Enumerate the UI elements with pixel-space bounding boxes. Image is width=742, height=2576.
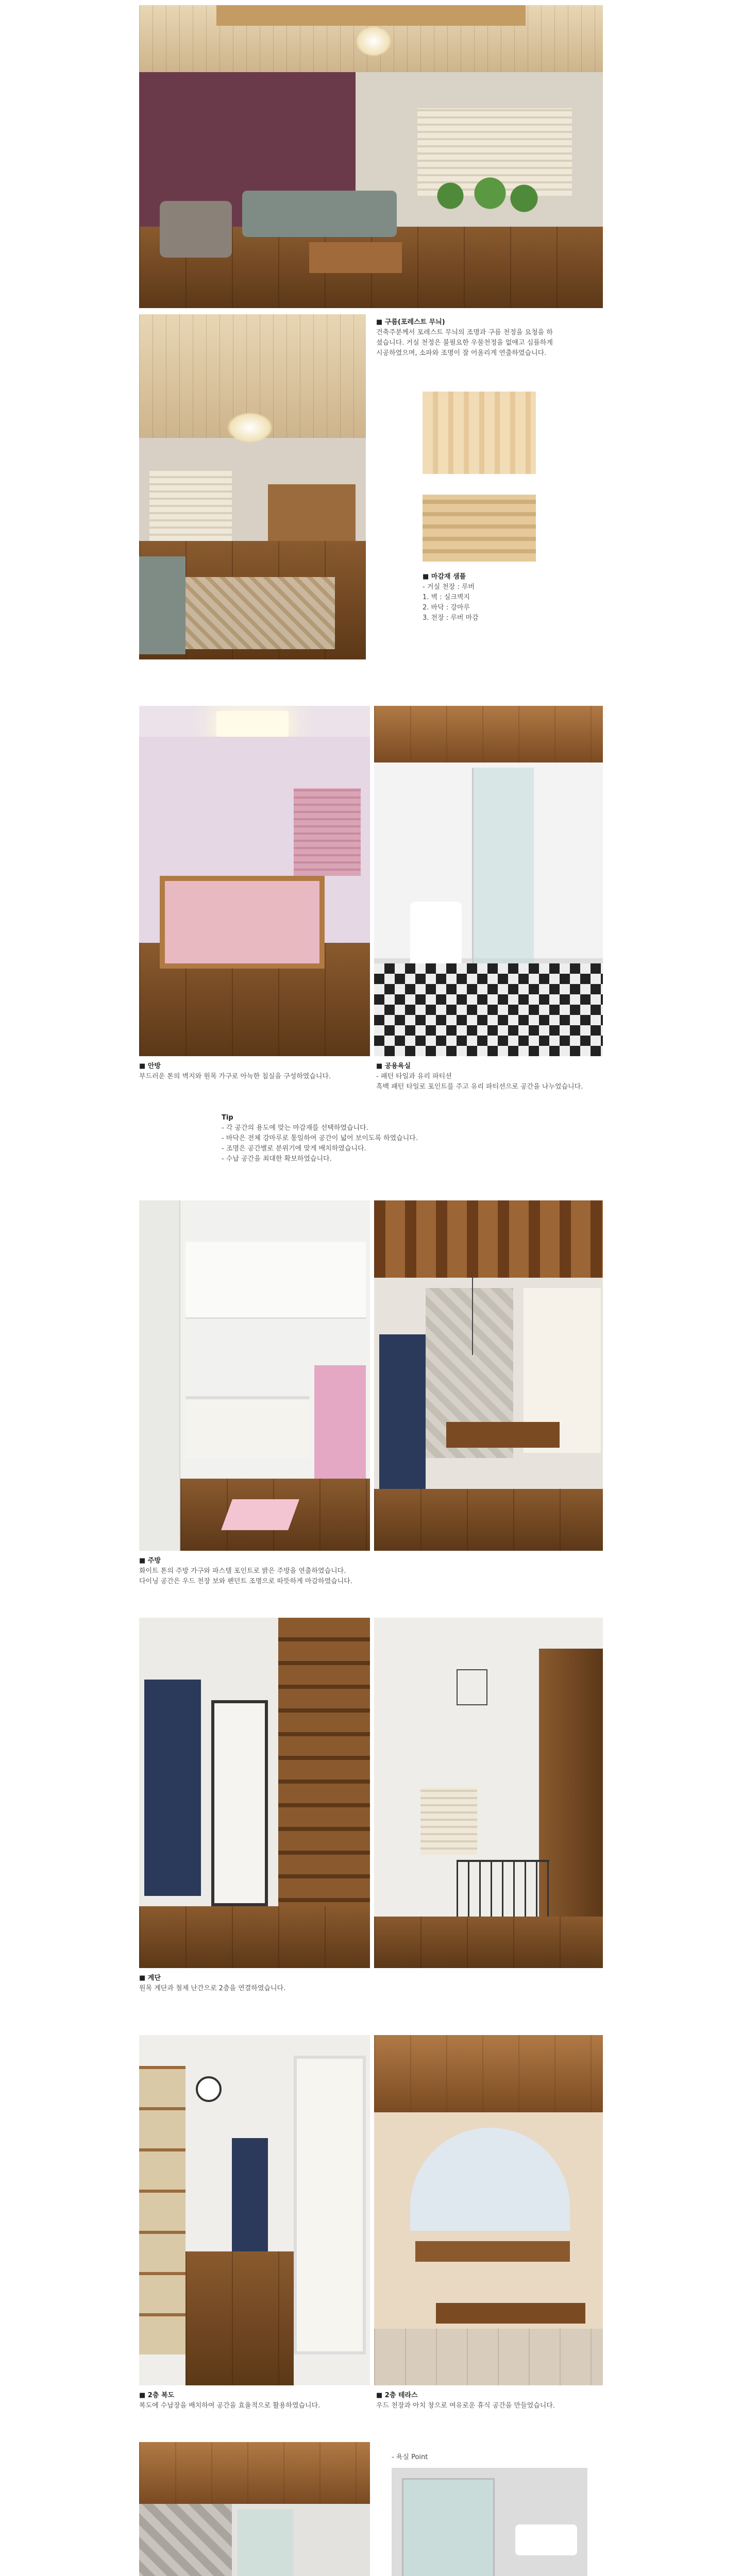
stairs-caption-line: 원목 계단과 철제 난간으로 2층을 연결하였습니다.: [139, 1985, 286, 1992]
bath-ceiling: [374, 706, 603, 762]
staircase: [278, 1618, 370, 1906]
glass-partition: [237, 2509, 294, 2576]
glass-shower: [402, 2478, 495, 2576]
kitchen-photo: [139, 1200, 370, 1551]
ceiling-light: [216, 711, 289, 737]
terrace-bench: [436, 2303, 585, 2324]
counter: [185, 1396, 309, 1458]
material-swatch-1: [423, 392, 536, 474]
hall-caption-line: 복도에 수납장을 배치하여 공간을 효율적으로 활용하였습니다.: [139, 2402, 321, 2410]
hall-caption-title: ■ 2층 복도: [139, 2392, 175, 2399]
hall-2f-photo: [139, 2035, 370, 2385]
plants: [428, 175, 541, 227]
material-swatch-2: [423, 495, 536, 562]
bath-floor-tile: [374, 963, 603, 1056]
tips-title: Tip: [222, 1114, 233, 1122]
living-caption-line: 건축주분께서 포레스트 무늬의 조명과 구름 천정을 요청을 하: [376, 329, 553, 336]
tips-line: - 바닥은 전체 강마루로 통일하여 공간이 넓어 보이도록 하였습니다.: [222, 1134, 418, 1142]
rug: [180, 577, 335, 649]
bath2-point-label: - 욕실 Point: [392, 2453, 428, 2461]
stairs-photo-1: [139, 1618, 370, 1968]
tips-line: - 수납 공간을 최대한 확보하였습니다.: [222, 1155, 332, 1163]
glass-partition: [472, 768, 534, 969]
pink-cabinet: [314, 1365, 366, 1479]
tips-line: - 조명은 공간별로 분위기에 맞게 배치하였습니다.: [222, 1145, 366, 1153]
living-caption-title: ■ 구름(포레스트 무늬): [376, 318, 445, 326]
window: [294, 788, 361, 876]
bedroom-caption-line: 부드러운 톤의 벽지와 원목 가구로 아늑한 침실을 구성하였습니다.: [139, 1073, 331, 1080]
chandelier-icon: [227, 412, 273, 443]
terrace-caption-title: ■ 2층 테라스: [376, 2392, 418, 2399]
stairs-floor-2: [374, 1917, 603, 1968]
bath-caption: [376, 1061, 603, 1092]
kitchen-caption-title: ■ 주방: [139, 1557, 161, 1565]
hall-floor: [185, 2251, 294, 2385]
terrace-caption: [376, 2391, 603, 2411]
bedroom-caption: [139, 1061, 370, 1082]
navy-door: [232, 2138, 268, 2251]
sink: [410, 902, 462, 974]
stairs-caption-title: ■ 계단: [139, 1974, 161, 1982]
doorway: [211, 1700, 268, 1906]
kitchen-caption: [139, 1556, 603, 1587]
material-caption-title: ■ 마감재 샘플: [423, 573, 466, 581]
terrace-ceiling: [374, 2035, 603, 2112]
bath-caption-title: ■ 공용욕실: [376, 1062, 411, 1070]
bath2-photo: [139, 2442, 370, 2576]
bathroom-photo: [374, 706, 603, 1056]
living-room-photo: [139, 5, 603, 308]
iron-railing: [457, 1860, 549, 1917]
material-line: 2. 바닥 : 강마루: [423, 604, 470, 612]
bed: [160, 876, 325, 969]
bath2-detail-1: [392, 2468, 587, 2576]
navy-door: [144, 1680, 201, 1896]
bath-caption-line: - 패턴 타일과 유리 파티션: [376, 1073, 452, 1080]
material-line: - 거실 천장 : 루버: [423, 583, 475, 591]
living-caption-line: 셨습니다. 거실 천정은 불필요한 우물천정을 없애고 심플하게: [376, 339, 553, 347]
coffee-table: [309, 242, 402, 273]
bath-caption-line: 흑백 패턴 타일로 포인트를 주고 유리 파티션으로 공간을 나누었습니다.: [376, 1083, 583, 1091]
arch-window: [410, 2128, 570, 2231]
stairs-photo-2: [374, 1618, 603, 1968]
dining-ceiling-beams: [374, 1200, 603, 1278]
material-line: 1. 벽 : 실크벽지: [423, 594, 470, 601]
living-room-photo-2: [139, 314, 366, 659]
basin: [515, 2524, 577, 2555]
bedroom-photo: [139, 706, 370, 1056]
bookshelf: [139, 2066, 185, 2354]
dining-floor: [374, 1489, 603, 1551]
terrace-floor: [374, 2329, 603, 2385]
window-blind: [420, 1788, 477, 1855]
stairs-floor: [139, 1906, 370, 1968]
ceiling-beam: [216, 5, 526, 26]
sofa: [139, 556, 185, 654]
bath2-pattern-wall: [139, 2504, 232, 2576]
sofa: [242, 191, 397, 237]
dining-photo: [374, 1200, 603, 1551]
wall-clock-icon: [196, 2076, 222, 2102]
dining-table: [446, 1422, 560, 1448]
living-caption-line: 시공하였으며, 소파와 조명이 잘 어울리게 연출하였습니다.: [376, 349, 547, 357]
living-caption: [376, 317, 603, 359]
tips-block: [222, 1113, 603, 1164]
glass-door: [294, 2056, 366, 2354]
stairs-caption: [139, 1973, 603, 1994]
window-blind: [149, 469, 232, 541]
material-caption: [423, 572, 587, 623]
terrace-table: [415, 2241, 570, 2262]
chandelier-icon: [356, 26, 392, 57]
hall-caption: [139, 2391, 370, 2411]
kitchen-caption-line: 화이트 톤의 주방 가구와 파스텔 포인트로 밝은 주방을 연출하였습니다.: [139, 1567, 346, 1575]
kitchen-mat: [221, 1499, 299, 1530]
navy-door: [379, 1334, 426, 1504]
tips-line: - 각 공간의 용도에 맞는 마감재를 선택하였습니다.: [222, 1124, 368, 1132]
bath2-ceiling: [139, 2442, 370, 2504]
kitchen-caption-line: 다이닝 공간은 우드 천장 보와 펜던트 조명으로 따뜻하게 마감하였습니다.: [139, 1578, 352, 1585]
fridge: [139, 1200, 180, 1551]
terrace-photo: [374, 2035, 603, 2385]
pendant-light: [472, 1278, 484, 1355]
pendant-light: [457, 1669, 487, 1705]
terrace-caption-line: 우드 천장과 아치 창으로 여유로운 휴식 공간을 만들었습니다.: [376, 2402, 555, 2410]
bedroom-caption-title: ■ 안방: [139, 1062, 161, 1070]
upper-cabinet: [185, 1242, 366, 1319]
tv-cabinet: [268, 484, 356, 541]
armchair: [160, 201, 232, 258]
material-line: 3. 천장 : 루버 마감: [423, 614, 479, 622]
